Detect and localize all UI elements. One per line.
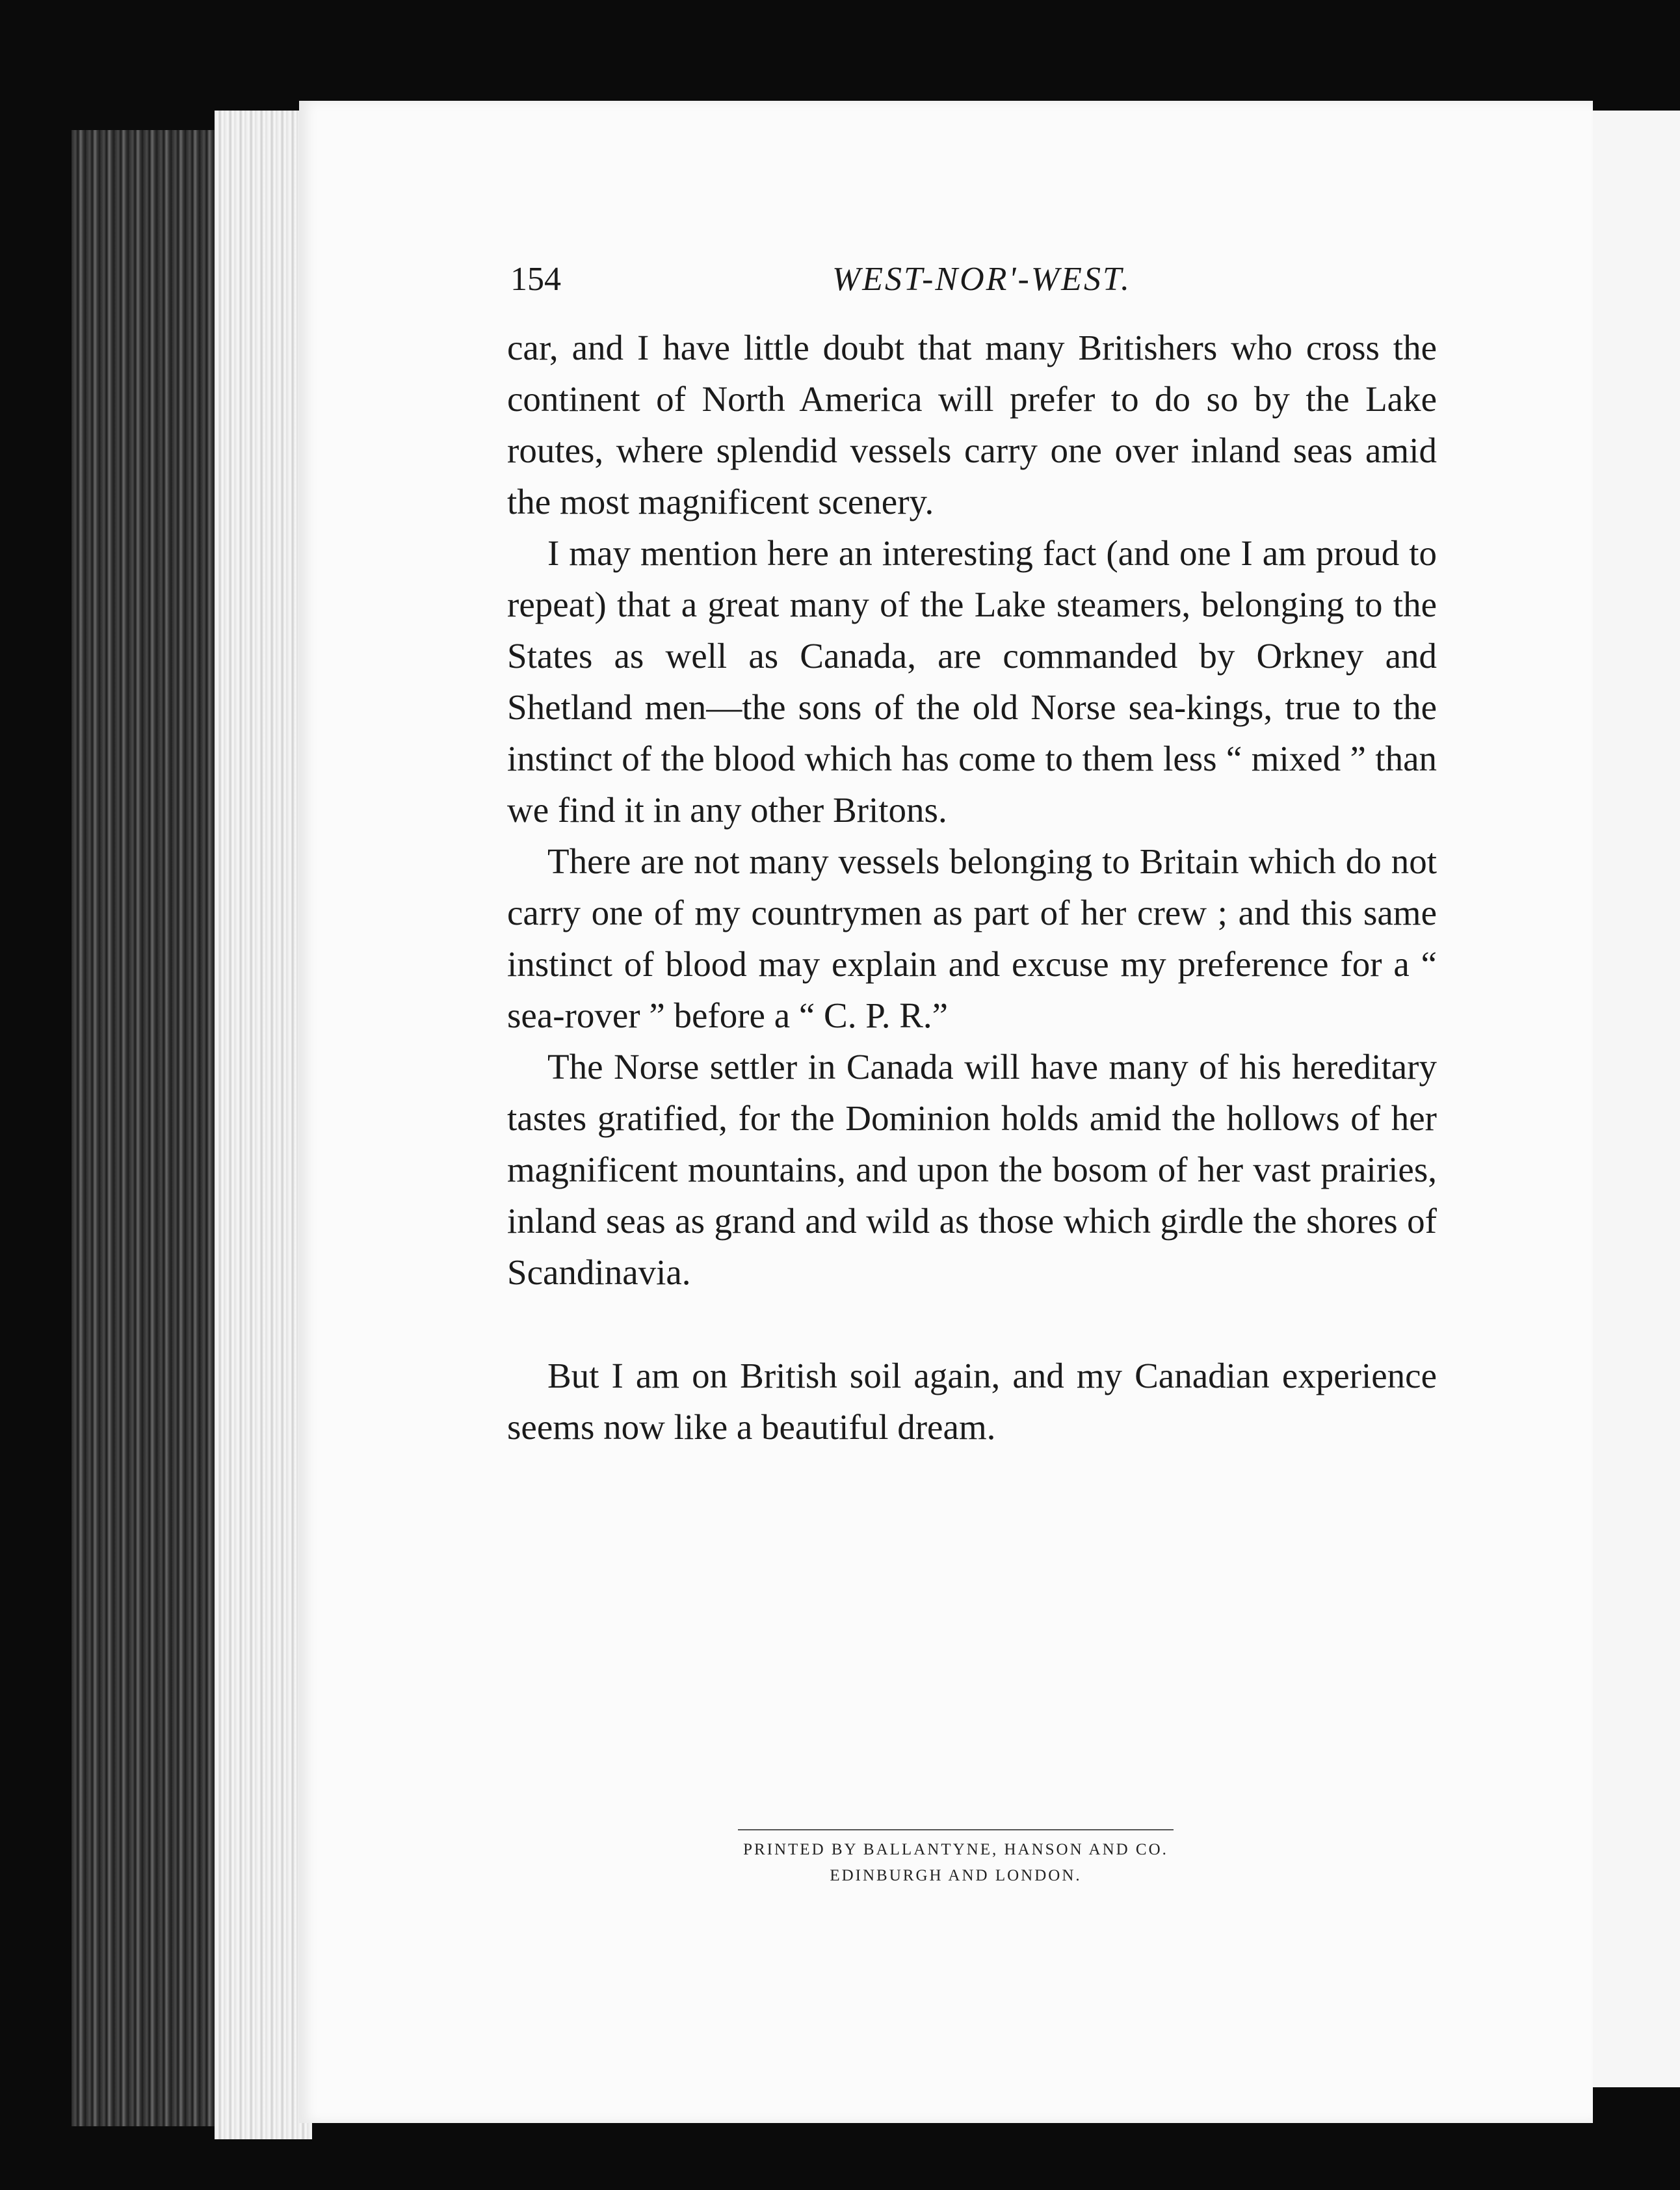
paragraph: There are not many vessels belonging to Britain which do not carry one of my countrymen as part of her crew ; and this same instinct of blood may explain and excuse my preference for a “ sea-rover ” before a “ C. P. R.” bbox=[507, 841, 1437, 1035]
paragraph: car, and I have little doubt that many Britishers who cross the continent of North America will prefer to do so by the Lake routes, where splendid vessels carry one over inland seas amid the most magnificent scenery. bbox=[507, 328, 1437, 521]
imprint-rule bbox=[738, 1829, 1174, 1830]
book-page bbox=[299, 101, 1593, 2123]
paragraph: The Norse settler in Canada will have many of his hereditary tastes gratified, for the Dominion holds amid the hollows of her magnificent mountains, and upon the bosom of her vast prairies, inland seas as grand and wild as those which girdle the shores of Scandinavia. bbox=[507, 1047, 1437, 1292]
running-title: WEST-NOR'-WEST. bbox=[832, 261, 1132, 298]
paragraph: I may mention here an interesting fact (and one I am proud to repeat) that a great many of the Lake steamers, belonging to the States as well as Canada, are commanded by Orkney and Shetland men—the sons of the old Norse sea-kings, true to the instinct of the blood which has come to them less “ mixed ” than we find it in any other Britons. bbox=[507, 533, 1437, 830]
printer-imprint bbox=[663, 1829, 1248, 1889]
paragraph: But I am on British soil again, and my Canadian experience seems now like a beautiful dream. bbox=[507, 1356, 1437, 1447]
body-text bbox=[507, 322, 1437, 1453]
book-page-edges-light bbox=[215, 111, 312, 2139]
running-head bbox=[510, 260, 1453, 312]
page-number: 154 bbox=[510, 261, 561, 298]
imprint-line-2: EDINBURGH AND LONDON. bbox=[830, 1867, 1082, 1884]
imprint-line-1: PRINTED BY BALLANTYNE, HANSON AND CO. bbox=[743, 1841, 1168, 1858]
